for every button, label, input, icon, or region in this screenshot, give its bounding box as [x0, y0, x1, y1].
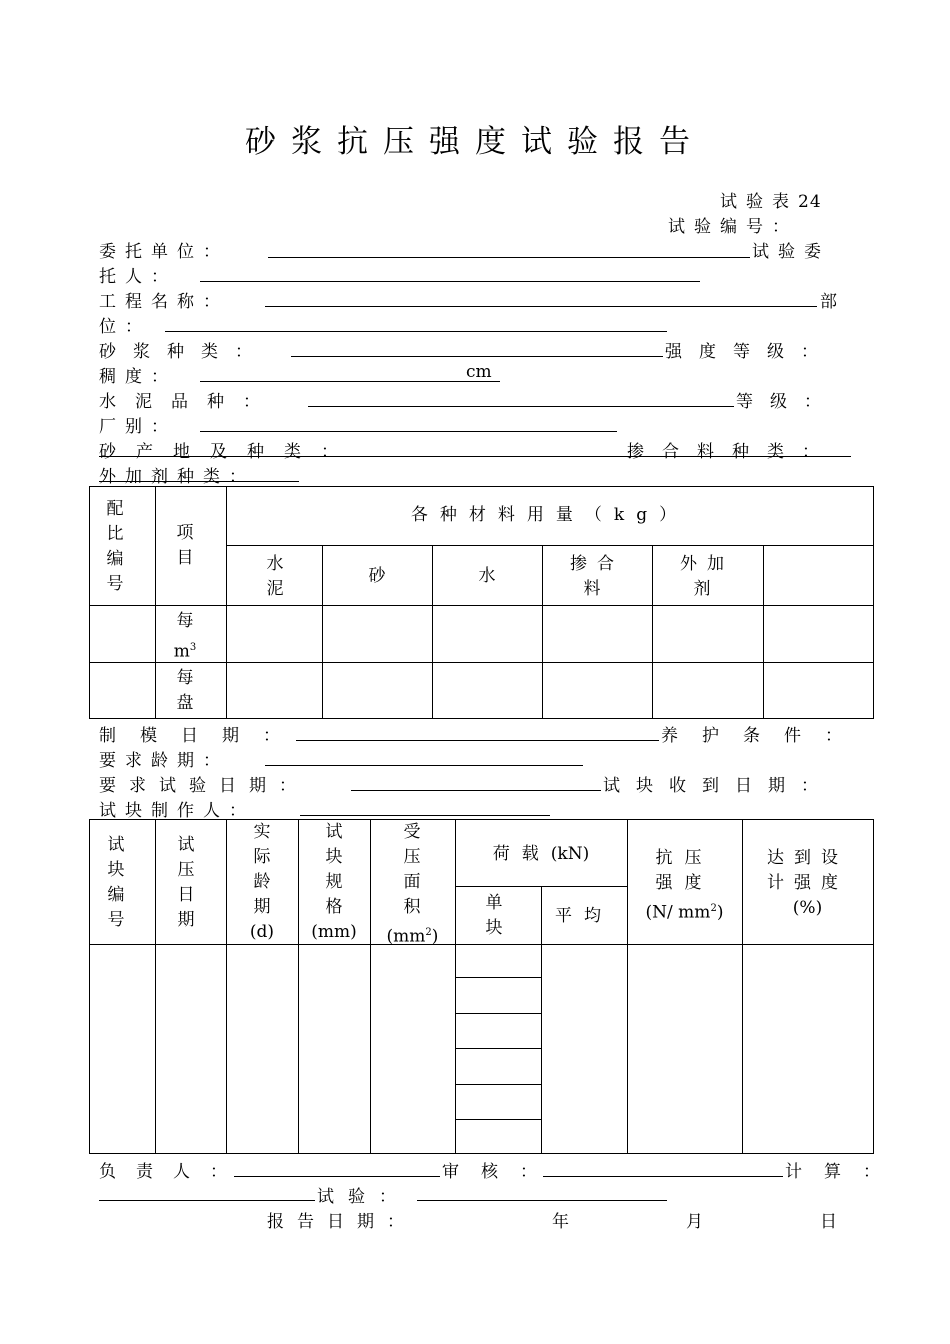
col-strength-unit-sup: 2 [710, 903, 717, 914]
received-date-label: 试块收到日期： [603, 776, 834, 796]
material-additive: 外加剂 [680, 554, 734, 599]
calc-label: 计算： [785, 1162, 902, 1182]
col-design-b: 计强度 [767, 873, 848, 893]
entrust-unit-label: 委托单位： [99, 242, 229, 262]
admixture-type-label: 掺合料种类： [627, 442, 837, 462]
col-load-label: 荷载 [492, 844, 551, 864]
material-admixture: 掺合料 [570, 554, 624, 599]
maker-label: 试块制作人： [99, 801, 255, 821]
report-date-label: 报告日期： [267, 1212, 417, 1232]
responsible-field[interactable] [234, 1176, 440, 1177]
required-test-date-label: 要求试验日期： [99, 776, 309, 796]
calc-field[interactable] [99, 1200, 315, 1201]
row-per-m3-a: 每 [176, 611, 194, 631]
col-area-unit-sup: 2 [425, 927, 432, 938]
consistency-unit: cm [466, 362, 492, 382]
test-label: 试验： [317, 1187, 410, 1207]
row-per-m3-b [170, 635, 200, 665]
mortar-type-label: 砂浆种类： [99, 342, 269, 362]
form-number-value: 24 [798, 192, 822, 212]
col-load [455, 842, 627, 867]
col-design-unit: (%) [792, 898, 823, 918]
part-label-b: 位： [99, 317, 151, 337]
strength-grade-label: 强度等级： [665, 342, 835, 362]
curing-label: 养护条件： [661, 726, 866, 746]
col-test-date: 试压日期 [177, 835, 195, 930]
report-date-month: 月 [686, 1212, 712, 1232]
col-load-unit: (kN) [550, 844, 590, 864]
col-design-a: 达到设 [767, 848, 848, 868]
additive-type-label: 外加剂种类： [99, 467, 255, 487]
col-specimen-number: 试块编号 [107, 835, 125, 930]
col-mix-number: 配比编号 [106, 499, 124, 594]
entruster-label: 托人： [99, 267, 177, 287]
row-per-m3-m: m [173, 641, 190, 662]
col-load-average: 平均 [555, 906, 613, 926]
col-strength-b: 强度 [655, 873, 714, 893]
molding-date-field[interactable] [296, 740, 659, 741]
review-label: 审核： [442, 1162, 559, 1182]
grade-label: 等级： [736, 392, 838, 412]
consistency-label: 稠度： [99, 367, 177, 387]
materials-group-header: 各种材料用量（kg） [410, 505, 689, 525]
responsible-label: 负责人： [99, 1162, 247, 1182]
col-strength-unit-text: (N/ mm [645, 902, 711, 923]
col-area-unit [370, 920, 455, 950]
test-entrust-label: 试验委 [752, 242, 830, 262]
col-strength-unit-close: ) [716, 902, 724, 923]
report-date-day: 日 [820, 1212, 846, 1232]
test-field[interactable] [417, 1200, 667, 1201]
required-age-label: 要求龄期： [99, 751, 229, 771]
col-load-single: 单块 [485, 893, 503, 938]
report-date-year: 年 [552, 1212, 578, 1232]
col-specimen-size-unit: (mm) [311, 922, 357, 942]
col-area: 受压面积 [403, 822, 421, 917]
cement-variety-label: 水泥品种： [99, 392, 279, 412]
sand-origin-label: 砂产地及种类： [99, 442, 358, 462]
col-strength-a: 抗压 [655, 848, 714, 868]
required-test-date-field[interactable] [351, 790, 601, 791]
material-water: 水 [478, 566, 496, 586]
project-name-label: 工程名称： [99, 292, 229, 312]
col-area-unit-close: ) [431, 926, 439, 947]
col-item: 项目 [176, 523, 194, 568]
page-title: 砂浆抗压强度试验报告 [245, 124, 705, 160]
material-sand: 砂 [368, 566, 386, 586]
molding-date-label: 制模日期： [99, 726, 304, 746]
review-field[interactable] [543, 1176, 783, 1177]
col-specimen-size: 试块规格 [325, 822, 343, 917]
col-actual-age: 实际龄期 [253, 822, 271, 917]
row-per-batch: 每盘 [176, 668, 194, 713]
row-per-m3-sup: 3 [189, 642, 197, 653]
col-actual-age-unit: (d) [249, 922, 275, 942]
test-number-label: 试验编号： [668, 217, 798, 237]
material-cement: 水泥 [266, 554, 284, 599]
form-number-label: 试验表 [720, 192, 798, 212]
part-label-a: 部 [820, 292, 846, 312]
col-strength-unit [627, 896, 742, 926]
factory-label: 厂别： [99, 417, 177, 437]
col-area-unit-text: (mm [386, 926, 426, 947]
maker-field[interactable] [300, 815, 550, 816]
required-age-field[interactable] [265, 765, 583, 766]
